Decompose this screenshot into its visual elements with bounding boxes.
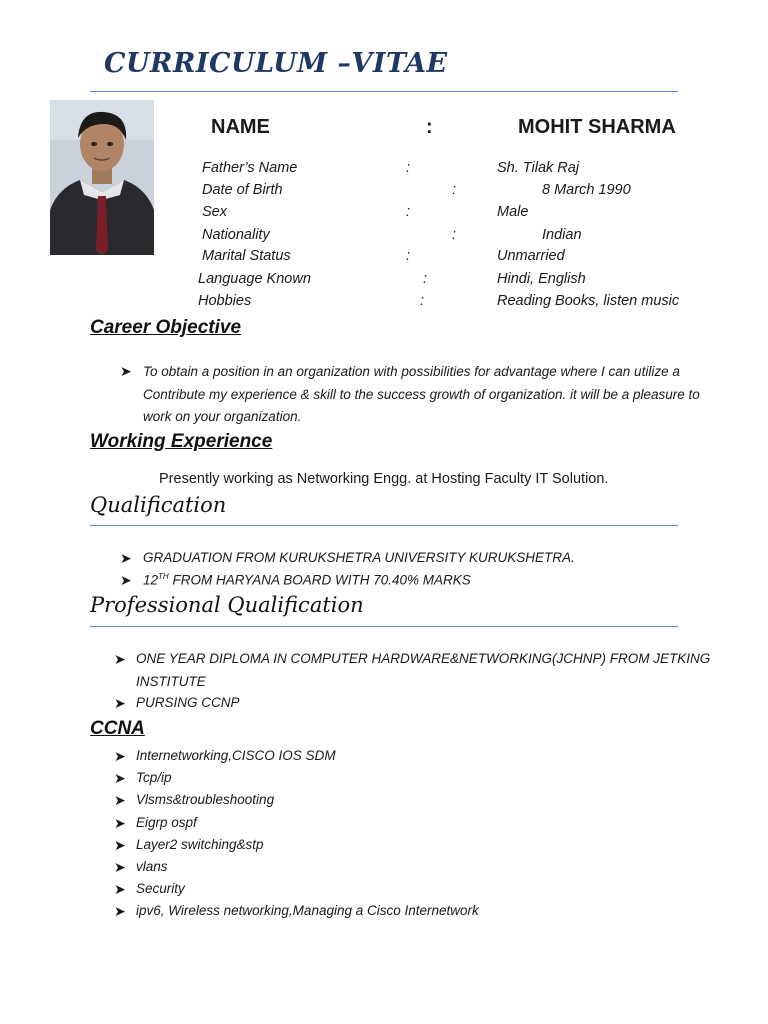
ccna-item: Tcp/ip: [136, 770, 172, 785]
marital-status-value: Unmarried: [497, 248, 565, 264]
nationality-colon: :: [452, 227, 457, 243]
qualification-heading: Qualification: [90, 493, 227, 517]
arrow-bullet-icon: ➤: [114, 859, 126, 875]
qualification-item: GRADUATION FROM KURUKSHETRA UNIVERSITY KURUKSHETRA.: [143, 550, 575, 565]
hobbies-value: Reading Books, listen music: [497, 293, 680, 309]
name-label: NAME: [211, 116, 270, 138]
career-objective-line: work on your organization.: [143, 409, 302, 424]
arrow-bullet-icon: ➤: [114, 770, 126, 786]
arrow-bullet-icon: ➤: [114, 903, 126, 919]
person-portrait-icon: [50, 100, 154, 255]
professional-qualification-divider: [90, 626, 678, 627]
ccna-item: ipv6, Wireless networking,Managing a Cisco Internetwork: [136, 903, 479, 918]
fathers-name-colon: :: [406, 160, 411, 176]
marital-status-colon: :: [406, 248, 411, 264]
professional-qualification-item: PURSING CCNP: [136, 695, 240, 710]
language-value: Hindi, English: [497, 271, 586, 287]
title-divider: [90, 91, 678, 92]
name-colon: :: [426, 116, 433, 138]
arrow-bullet-icon: ➤: [120, 572, 132, 588]
arrow-bullet-icon: ➤: [114, 815, 126, 831]
ccna-heading: CCNA: [90, 718, 145, 739]
arrow-bullet-icon: ➤: [114, 651, 126, 667]
ccna-item: Security: [136, 881, 185, 896]
professional-qualification-item: [136, 648, 710, 693]
hobbies-colon: :: [420, 293, 425, 309]
qualification-item-sup: TH: [158, 572, 169, 581]
arrow-bullet-icon: ➤: [114, 695, 126, 711]
ccna-item: Vlsms&troubleshooting: [136, 792, 275, 807]
language-label: Language Known: [198, 271, 311, 287]
dob-colon: :: [452, 182, 457, 198]
marital-status-label: Marital Status: [202, 248, 291, 264]
professional-qualification-line: ONE YEAR DIPLOMA IN COMPUTER HARDWARE&NETWORKING(JCHNP) FROM JETKING: [136, 651, 711, 666]
professional-qualification-line: INSTITUTE: [136, 673, 206, 689]
arrow-bullet-icon: ➤: [114, 837, 126, 853]
ccna-item: Internetworking,CISCO IOS SDM: [136, 748, 336, 763]
sex-value: Male: [497, 204, 529, 220]
qualification-item-prefix: 12: [143, 572, 159, 588]
sex-label: Sex: [202, 204, 227, 220]
dob-value: 8 March 1990: [542, 182, 631, 198]
ccna-item: vlans: [136, 859, 168, 874]
profile-photo: [50, 100, 154, 255]
qualification-item: [143, 572, 471, 588]
fathers-name-value: Sh. Tilak Raj: [497, 160, 580, 176]
career-objective-line: Contribute my experience & skill to the success growth of organization. it will be a pleasure to: [143, 386, 700, 402]
career-objective-text: [143, 361, 703, 429]
qualification-item-rest: FROM HARYANA BOARD WITH 70.40% MARKS: [168, 572, 471, 588]
arrow-bullet-icon: ➤: [120, 550, 132, 566]
professional-qualification-heading: Professional Qualification: [90, 593, 364, 617]
ccna-item: Layer2 switching&stp: [136, 837, 264, 852]
arrow-bullet-icon: ➤: [114, 792, 126, 808]
name-value: MOHIT SHARMA: [518, 116, 676, 138]
working-experience-heading: Working Experience: [90, 431, 273, 452]
arrow-bullet-icon: ➤: [114, 881, 126, 897]
dob-label: Date of Birth: [202, 182, 283, 198]
career-objective-line: To obtain a position in an organization with possibilities for advantage where I can utilize a: [143, 364, 680, 379]
arrow-bullet-icon: ➤: [120, 363, 132, 379]
career-objective-heading: Career Objective: [90, 317, 242, 338]
arrow-bullet-icon: ➤: [114, 748, 126, 764]
sex-colon: :: [406, 204, 411, 220]
working-experience-text: Presently working as Networking Engg. at Hosting Faculty IT Solution.: [159, 471, 609, 487]
nationality-value: Indian: [542, 227, 582, 243]
hobbies-label: Hobbies: [198, 293, 252, 309]
nationality-label: Nationality: [202, 227, 270, 243]
language-colon: :: [423, 271, 428, 287]
ccna-item: Eigrp ospf: [136, 815, 197, 830]
fathers-name-label: Father’s Name: [202, 160, 298, 176]
qualification-divider: [90, 525, 678, 526]
cv-title: CURRICULUM –VITAE: [104, 48, 448, 79]
